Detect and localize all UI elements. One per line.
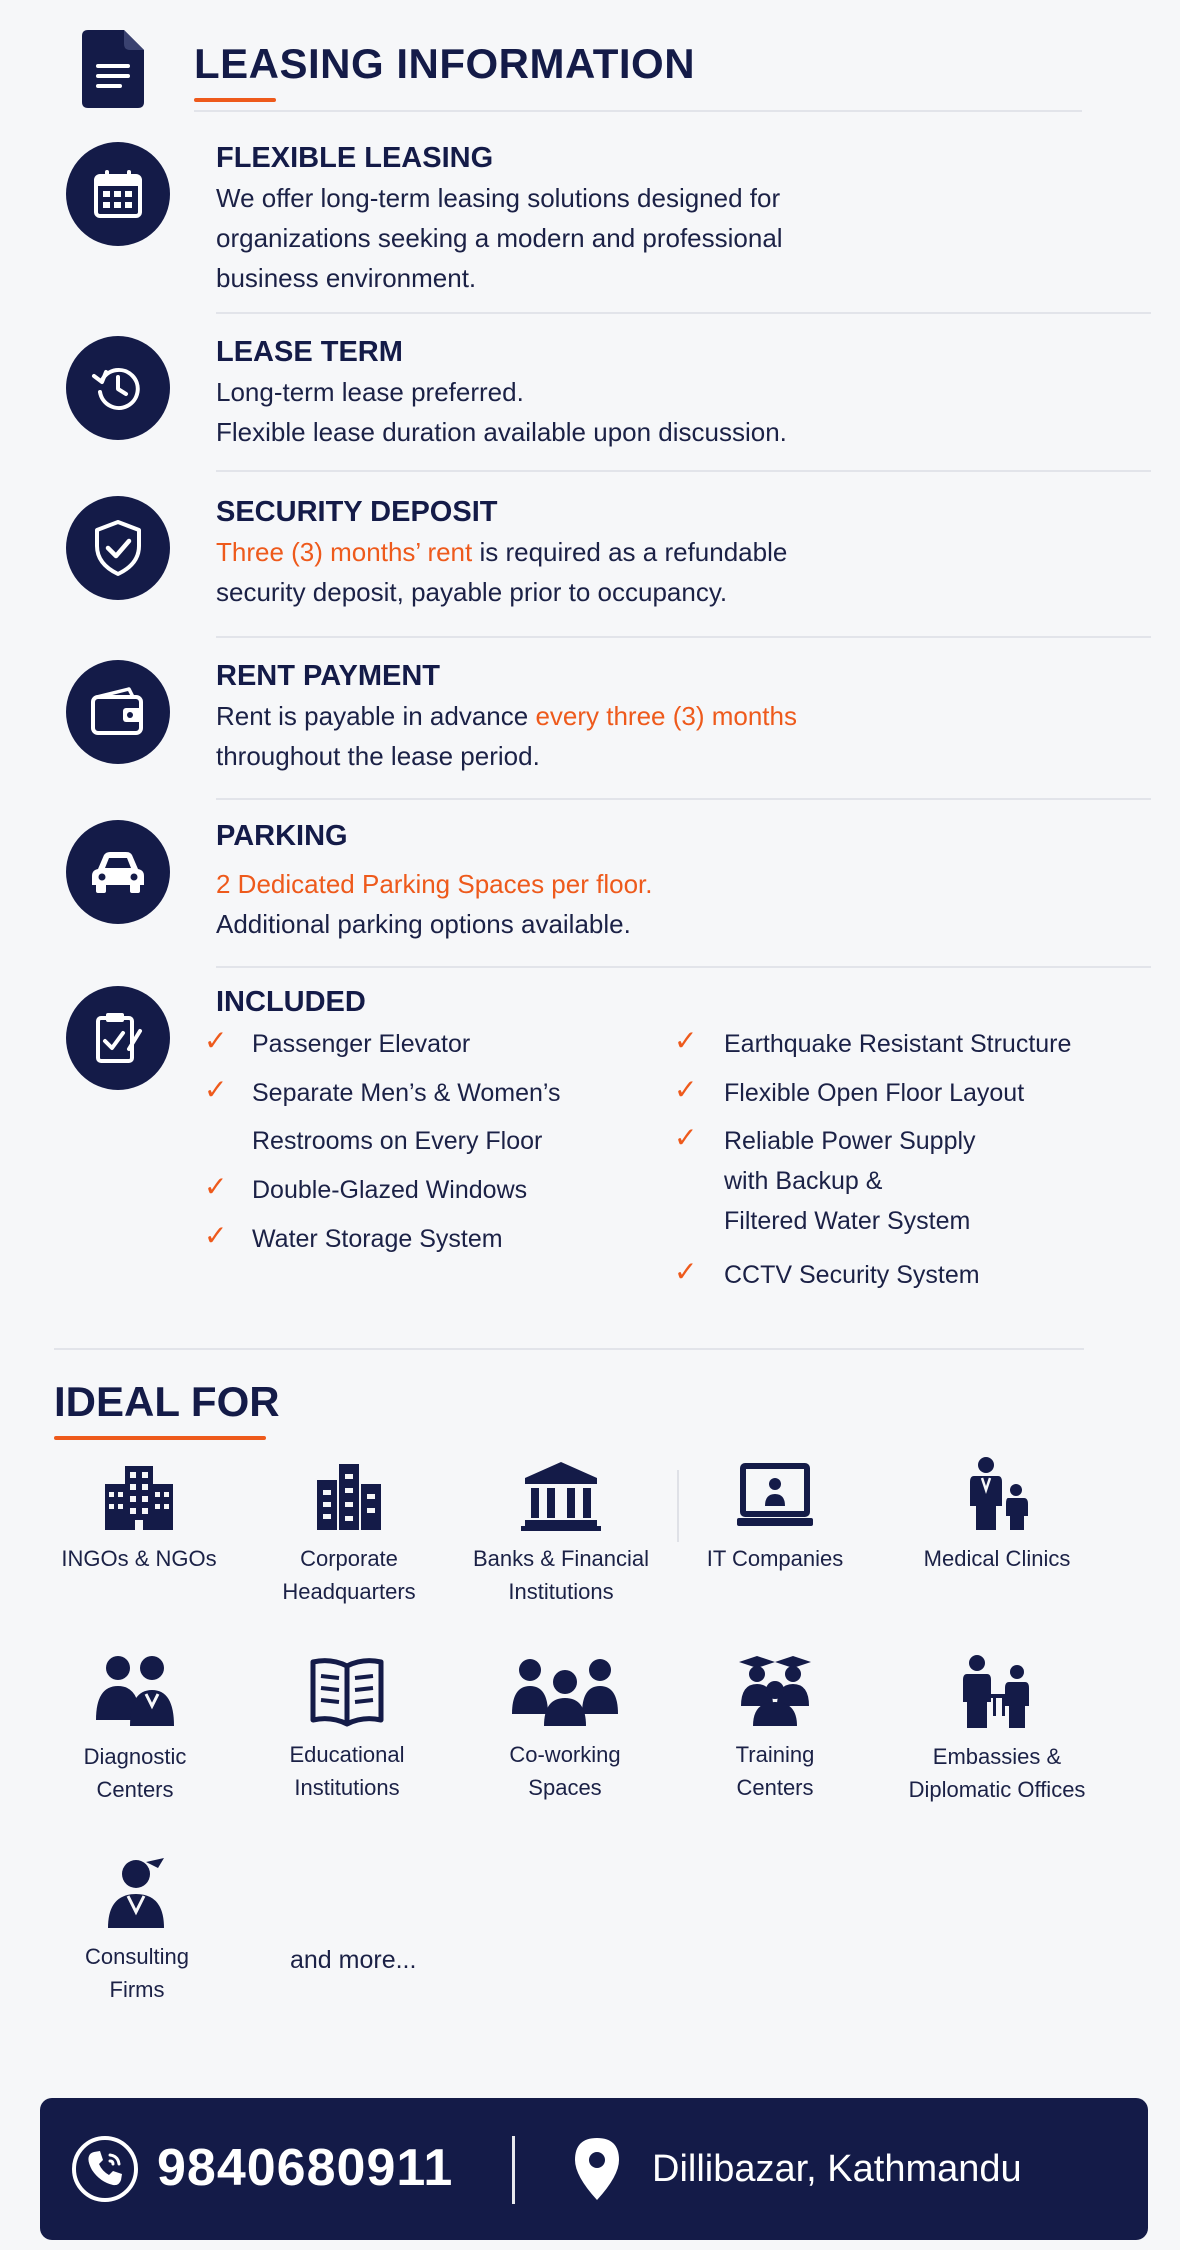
ideal-for-title: IDEAL FOR — [54, 1378, 280, 1425]
ideal-label-line: Educational — [289, 1742, 405, 1767]
ideal-label — [460, 1738, 670, 1804]
ideal-label-line: Co-working — [509, 1742, 621, 1767]
included-item: Separate Men’s & Women’s — [252, 1079, 561, 1107]
section-flexible-leasing — [66, 142, 1086, 312]
description-text: Rent is payable in advance — [216, 701, 536, 731]
section-title: FLEXIBLE LEASING — [216, 142, 494, 174]
section-included — [66, 986, 1086, 1316]
ideal-label — [30, 1740, 240, 1806]
ideal-label — [242, 1738, 452, 1804]
section-title: INCLUDED — [216, 986, 366, 1018]
section-divider — [216, 312, 1151, 314]
section-divider — [216, 636, 1151, 638]
included-item: CCTV Security System — [724, 1261, 980, 1289]
checkmark-icon: ✓ — [674, 1025, 698, 1056]
description-line: business environment. — [216, 263, 477, 293]
ideal-label-line: Corporate — [300, 1546, 398, 1571]
title-underline — [194, 98, 276, 102]
ideal-label-line: Firms — [109, 1977, 165, 2002]
phone-icon[interactable] — [70, 2134, 140, 2204]
ideal-item-it-companies — [670, 1460, 880, 1575]
ideal-label-line: Diplomatic Offices — [908, 1777, 1086, 1802]
shield-check-icon — [66, 496, 170, 600]
footer-divider — [512, 2136, 515, 2204]
corporate-buildings-icon — [309, 1460, 389, 1532]
group-icon — [510, 1656, 620, 1728]
section-divider — [216, 798, 1151, 800]
checkmark-icon: ✓ — [204, 1220, 228, 1251]
section-security-deposit — [66, 496, 1086, 636]
ideal-item-training-centers — [670, 1654, 880, 1804]
ideal-label-line: IT Companies — [706, 1546, 844, 1571]
description-line: Long-term lease preferred. — [216, 377, 524, 407]
description-line: security deposit, payable prior to occupancy. — [216, 577, 728, 607]
ideal-item-corporate-headquarters — [244, 1460, 454, 1608]
ideal-label — [670, 1738, 880, 1804]
ideal-label-line: Headquarters — [282, 1579, 416, 1604]
section-title: PARKING — [216, 820, 348, 852]
clock-icon — [66, 336, 170, 440]
book-icon — [307, 1656, 387, 1728]
highlight-text: Three (3) months’ rent — [216, 537, 473, 567]
ideal-item-diagnostic-centers — [30, 1654, 240, 1806]
ideal-item-ingos-ngos — [34, 1460, 244, 1575]
included-item: Filtered Water System — [724, 1207, 971, 1235]
description-line: throughout the lease period. — [216, 741, 540, 771]
consultant-icon — [102, 1856, 172, 1930]
section-divider — [216, 966, 1151, 968]
doctor-patient-icon — [962, 1456, 1032, 1532]
section-rent-payment — [66, 660, 1086, 800]
ideal-label-line: Institutions — [508, 1579, 614, 1604]
description-line: organizations seeking a modern and professional — [216, 223, 783, 253]
phone-number[interactable]: 9840680911 — [157, 2139, 454, 2197]
included-item: Double-Glazed Windows — [252, 1176, 528, 1204]
ideal-label — [32, 1940, 242, 2006]
ideal-item-medical-clinics — [892, 1456, 1102, 1575]
ideal-item-educational-institutions — [242, 1656, 452, 1804]
location-text: Dillibazar, Kathmandu — [652, 2148, 1022, 2190]
ideal-label-line: Banks & Financial — [472, 1546, 650, 1571]
ideal-label-line: Medical Clinics — [923, 1546, 1071, 1571]
checkmark-icon: ✓ — [674, 1074, 698, 1105]
included-item: Reliable Power Supply — [724, 1127, 976, 1155]
section-description — [216, 372, 787, 452]
included-item: Restrooms on Every Floor — [252, 1127, 543, 1155]
highlight-text: every three (3) months — [535, 701, 797, 731]
checkmark-icon: ✓ — [204, 1074, 228, 1105]
ideal-label-line: Institutions — [294, 1775, 400, 1800]
ideal-label — [892, 1542, 1102, 1575]
page-title: LEASING INFORMATION — [194, 40, 696, 87]
checkmark-icon: ✓ — [204, 1025, 228, 1056]
included-item: Earthquake Resistant Structure — [724, 1030, 1072, 1058]
header-divider — [194, 110, 1082, 112]
ideal-label-line: Diagnostic — [83, 1744, 187, 1769]
highlight-text: 2 Dedicated Parking Spaces per floor. — [216, 869, 653, 899]
ideal-item-consulting-firms — [32, 1856, 242, 2006]
ideal-label — [34, 1542, 244, 1575]
section-parking — [66, 820, 1086, 966]
ideal-label-line: Centers — [736, 1775, 814, 1800]
and-more-text: and more... — [290, 1946, 417, 1974]
ideal-label-line: Consulting — [85, 1944, 189, 1969]
car-icon — [66, 820, 170, 924]
contact-footer — [40, 2098, 1148, 2240]
header — [82, 30, 1082, 112]
section-description — [216, 532, 787, 612]
location-pin-icon — [572, 2136, 622, 2202]
diplomats-icon — [959, 1654, 1035, 1730]
checkmark-icon: ✓ — [204, 1171, 228, 1202]
ideal-label-line: INGOs & NGOs — [61, 1546, 217, 1571]
document-icon — [82, 30, 144, 108]
description-line — [216, 696, 797, 736]
section-title: SECURITY DEPOSIT — [216, 496, 498, 528]
ideal-underline — [54, 1436, 266, 1440]
section-description — [216, 178, 783, 298]
ideal-label — [244, 1542, 454, 1608]
ideal-label-line: Centers — [96, 1777, 174, 1802]
ideal-label-line: Training — [735, 1742, 815, 1767]
checklist-icon — [66, 986, 170, 1090]
wallet-icon — [66, 660, 170, 764]
description-line: Additional parking options available. — [216, 909, 631, 939]
calendar-icon — [66, 142, 170, 246]
description-line: We offer long-term leasing solutions designed for — [216, 183, 781, 213]
included-item: Water Storage System — [252, 1225, 503, 1253]
section-title: LEASE TERM — [216, 336, 403, 368]
description-line — [216, 532, 787, 572]
ideal-item-embassies — [892, 1654, 1102, 1806]
ideal-label — [670, 1542, 880, 1575]
ideal-divider — [54, 1348, 1084, 1350]
included-item: Flexible Open Floor Layout — [724, 1079, 1025, 1107]
ideal-label — [456, 1542, 666, 1608]
computer-user-icon — [735, 1460, 815, 1532]
ideal-item-coworking-spaces — [460, 1656, 670, 1804]
ideal-label-line: Embassies & — [932, 1744, 1062, 1769]
section-description — [216, 864, 652, 944]
section-divider — [216, 470, 1151, 472]
checkmark-icon: ✓ — [674, 1122, 698, 1153]
two-people-icon — [90, 1654, 180, 1730]
section-title: RENT PAYMENT — [216, 660, 440, 692]
included-item: with Backup & — [724, 1167, 883, 1195]
graduates-icon — [735, 1654, 815, 1728]
ideal-label — [892, 1740, 1102, 1806]
office-building-icon — [95, 1460, 183, 1532]
ideal-label-line: Spaces — [528, 1775, 602, 1800]
ideal-item-banks — [456, 1460, 666, 1608]
included-item: Passenger Elevator — [252, 1030, 471, 1058]
section-description — [216, 696, 797, 776]
description-text: is required as a refundable — [472, 537, 788, 567]
checkmark-icon: ✓ — [674, 1256, 698, 1287]
section-lease-term — [66, 336, 1086, 472]
bank-icon — [521, 1460, 601, 1532]
description-line: Flexible lease duration available upon discussion. — [216, 417, 787, 447]
